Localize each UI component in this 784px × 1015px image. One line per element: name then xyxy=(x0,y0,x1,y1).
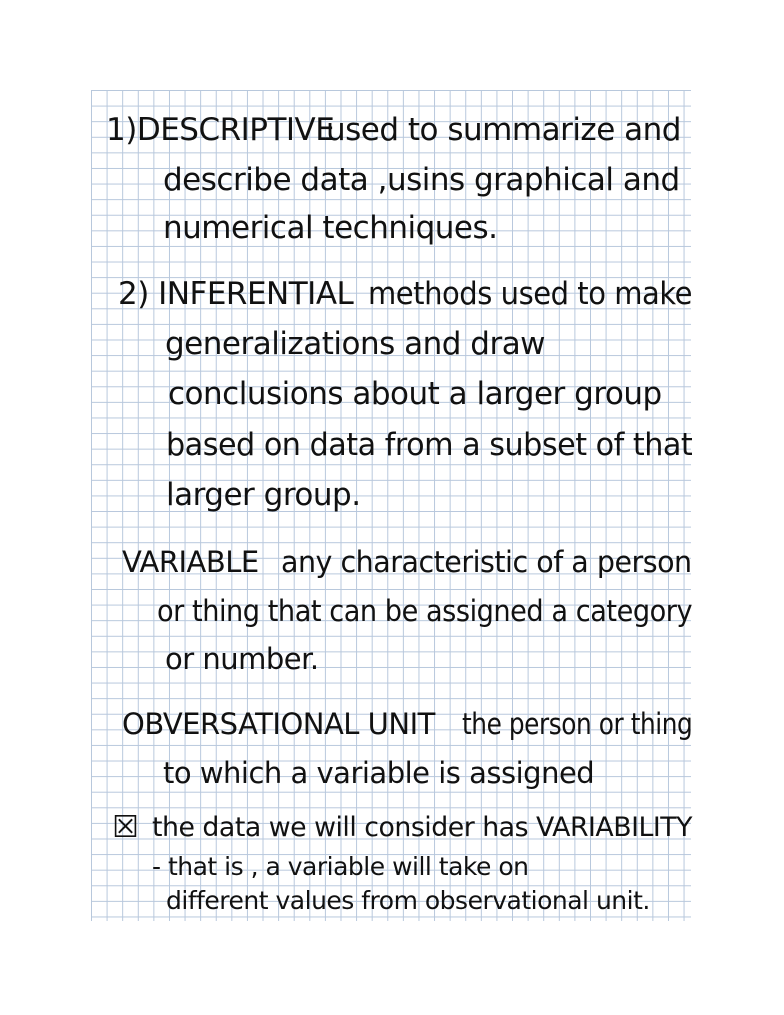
inferential-line-2: generalizations and draw xyxy=(165,326,546,362)
descriptive-line-1: used to summarize and xyxy=(326,112,681,148)
inferential-heading: 2) INFERENTIAL xyxy=(118,276,354,312)
inferential-line-3: conclusions about a larger group xyxy=(168,376,662,412)
descriptive-line-2: describe data ,usins graphical and xyxy=(163,162,680,198)
observational-unit-line-1: the person or thing xyxy=(462,707,693,741)
observational-unit-line-2: to which a variable is assigned xyxy=(163,756,595,790)
inferential-line-5: larger group. xyxy=(166,477,361,513)
descriptive-heading: 1)DESCRIPTIVE xyxy=(106,112,335,148)
variable-line-1: any characteristic of a person xyxy=(281,545,692,579)
descriptive-line-3: numerical techniques. xyxy=(163,210,498,246)
checkbox-mark-icon: ☒ xyxy=(112,810,139,845)
inferential-line-1: methods used to make xyxy=(368,276,693,312)
variable-heading: VARIABLE xyxy=(122,545,259,579)
variability-line-1: the data we will consider has VARIABILITY xyxy=(152,812,693,843)
variable-line-2: or thing that can be assigned a category xyxy=(157,594,693,628)
variability-line-3: different values from observational unit. xyxy=(166,886,650,915)
variability-line-2: - that is , a variable will take on xyxy=(152,852,529,881)
inferential-line-4: based on data from a subset of that xyxy=(166,427,693,463)
observational-unit-heading: OBVERSATIONAL UNIT xyxy=(122,707,435,741)
variable-line-3: or number. xyxy=(165,642,319,676)
